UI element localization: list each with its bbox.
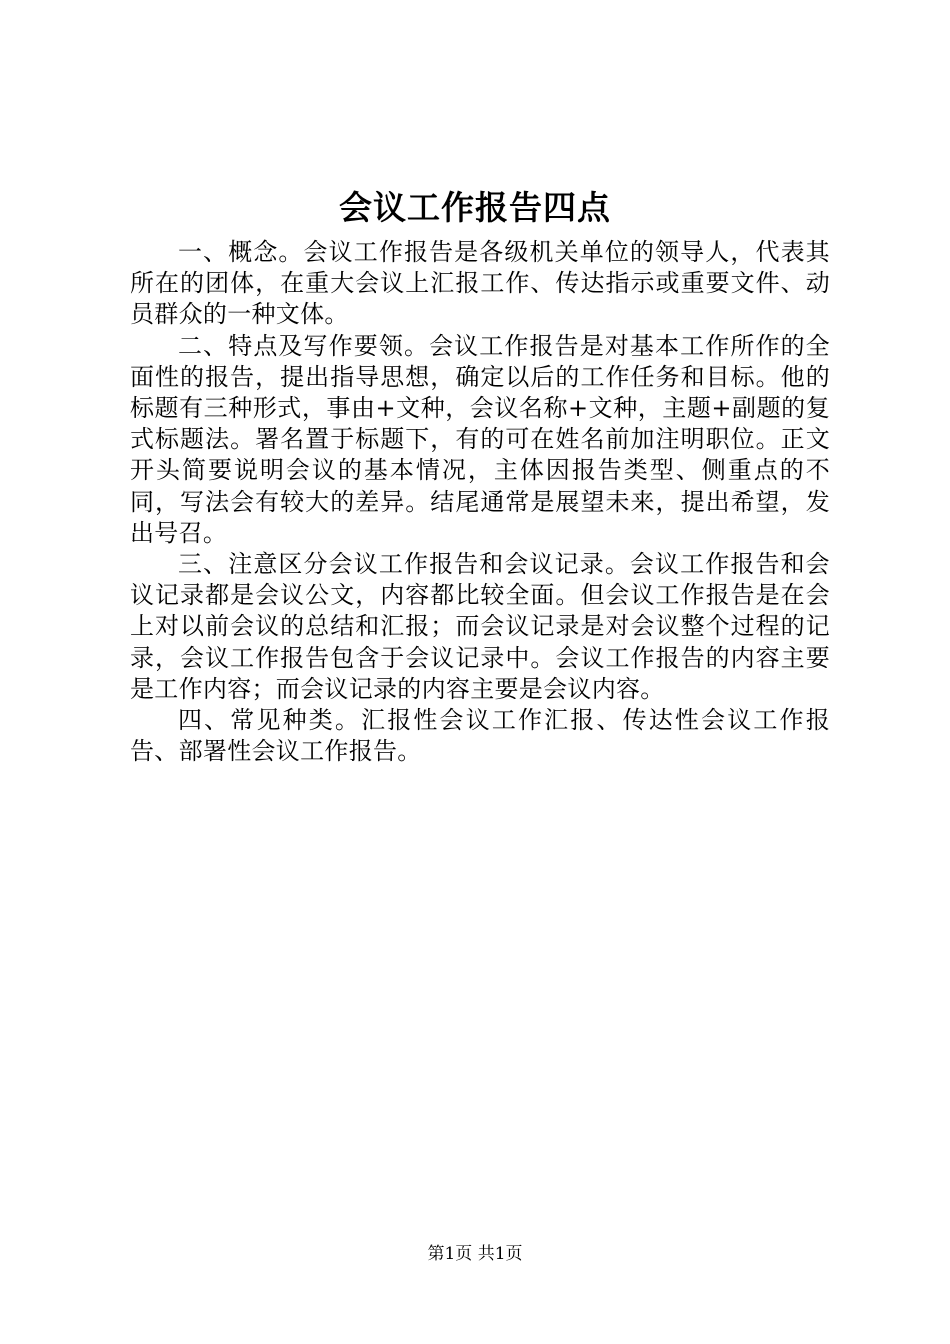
document-body — [130, 237, 830, 767]
paragraph-features: 二、特点及写作要领。会议工作报告是对基本工作所作的全面性的报告，提出指导思想，确定以后的工作任务和目标。他的标题有三种形式，事由+文种，会议名称+文种，主题+副题的复式标题法。署名置于标题下，有的可在姓名前加注明职位。正文开头简要说明会议的基本情况，主体因报告类型、侧重点的不同，写法会有较大的差异。结尾通常是展望未来，提出希望，发出号召。 — [130, 331, 830, 547]
page-number-footer: 第1页 共1页 — [427, 1244, 523, 1264]
document-title: 会议工作报告四点 — [339, 188, 611, 227]
paragraph-concept: 一、概念。会议工作报告是各级机关单位的领导人，代表其所在的团体，在重大会议上汇报工作、传达指示或重要文件、动员群众的一种文体。 — [130, 238, 830, 329]
paragraph-types: 四、常见种类。汇报性会议工作汇报、传达性会议工作报告、部署性会议工作报告。 — [130, 706, 830, 766]
paragraph-distinction: 三、注意区分会议工作报告和会议记录。会议工作报告和会议记录都是会议公文，内容都比较全面。但会议工作报告是在会上对以前会议的总结和汇报；而会议记录是对会议整个过程的记录，会议工作报告包含于会议记录中。会议工作报告的内容主要是工作内容；而会议记录的内容主要是会议内容。 — [130, 550, 830, 703]
